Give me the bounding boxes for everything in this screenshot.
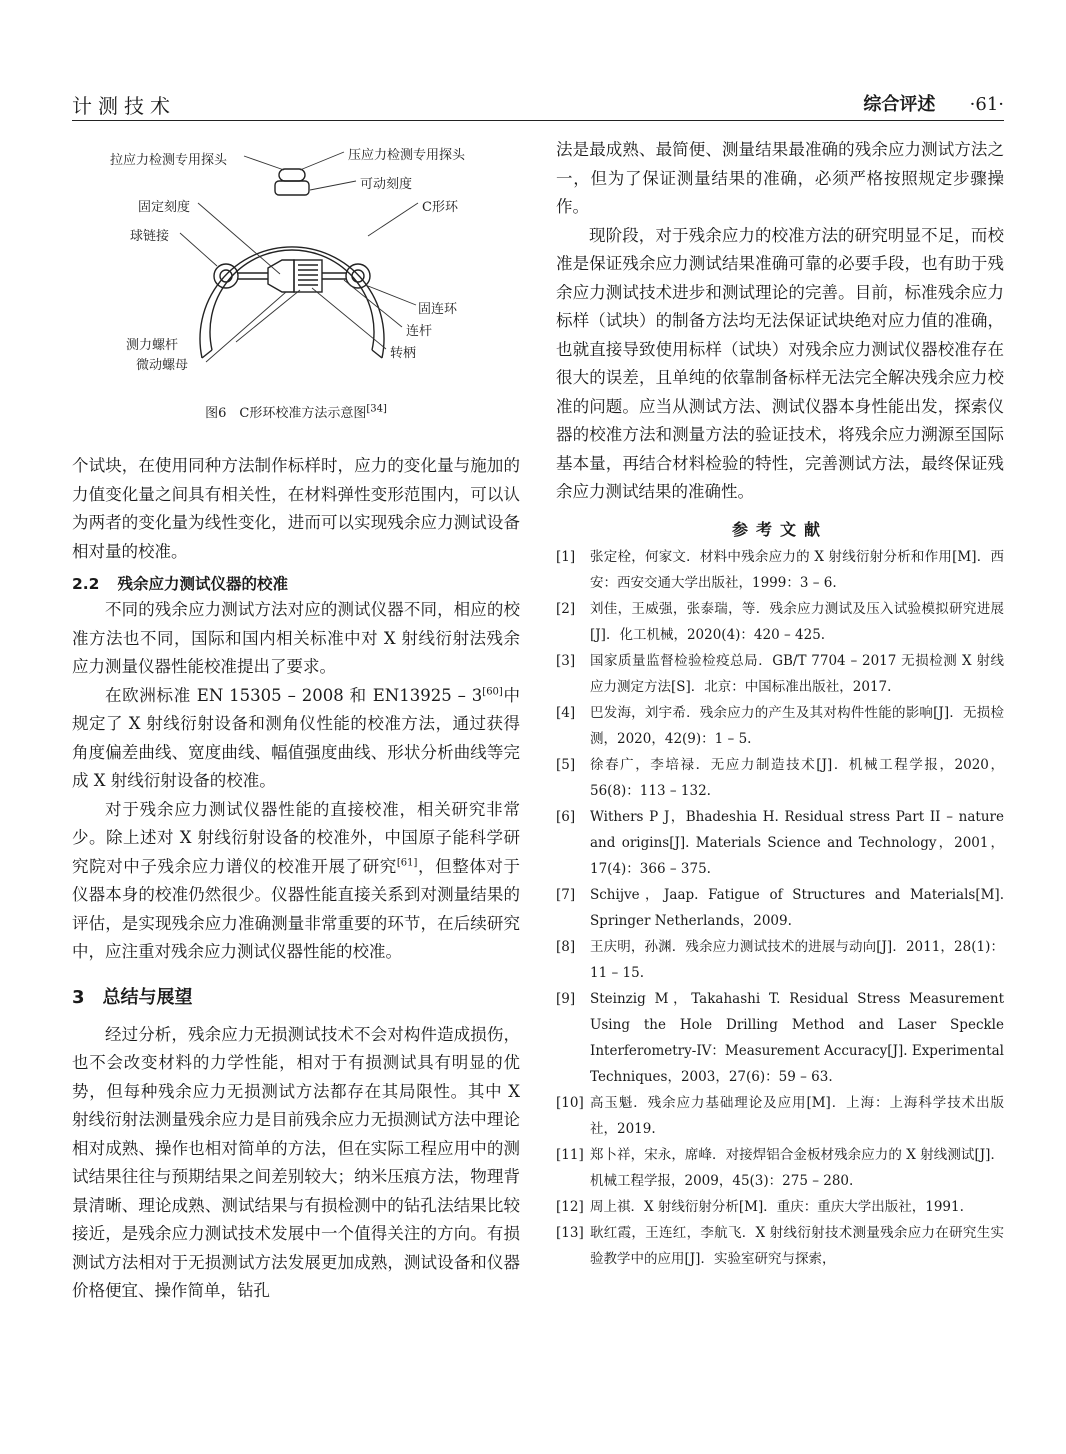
header-rule <box>72 120 1004 121</box>
label-force-screw: 测力螺杆 <box>126 338 179 353</box>
paragraph: 对于残余应力测试仪器性能的直接校准，相关研究非常少。除上述对 X 射线衍射设备的校准外，中国原子能科学研究院对中子残余应力谱仪的校准开展了研究[61]，但整体对于仪器本身的校准仍然很少。仪器性能直接关系到对测量结果的评估，是实现残余应力准确测量非常重要的环节，在后续研究中，应注重对残余应力测试仪器性能的校准。 <box>72 799 521 961</box>
journal-name: 计测技术 <box>72 94 176 118</box>
left-column <box>72 136 520 1306</box>
c-ring-inner <box>210 250 374 350</box>
label-micro-nut: 微动螺母 <box>136 358 189 373</box>
reference-list <box>556 544 1004 1272</box>
reference-item <box>556 648 1004 700</box>
reference-number: [1] <box>556 548 576 565</box>
reference-text: 刘佳，王威强，张泰瑞，等．残余应力测试及压入试验模拟研究进展[J]．化工机械，2020(4)：420 – 425. <box>590 600 1004 643</box>
reference-item <box>556 1090 1004 1142</box>
reference-item <box>556 804 1004 882</box>
reference-item <box>556 1194 1004 1220</box>
citation: [60] <box>482 686 503 697</box>
paragraph: 现阶段，对于残余应力的校准方法的研究明显不足，而校准是保证残余应力测试结果准确可靠的必要手段，也有助于残余应力测试技术进步和测试理论的完善。目前，标准残余应力标样（试块）的制备方法均无法保证试块绝对应力值的准确，也就直接导致使用标样（试块）对残余应力测试仪器校准存在很大的误差，且单纯的依靠制备标样无法完全解决残余应力校准的问题。应当从测试方法、测试仪器本身性能出发，探索仪器的校准方法和测量方法的验证技术，将残余应力溯源至国际基本量，再结合材料检验的特性，完善测试方法，最终保证残余应力测试结果的准确性。 <box>556 225 1004 501</box>
reference-number: [7] <box>556 886 576 903</box>
label-fixed-scale: 固定刻度 <box>138 200 191 215</box>
section-info <box>863 90 1004 116</box>
reference-number: [2] <box>556 600 576 617</box>
reference-text: 周上祺．X 射线衍射分析[M]．重庆：重庆大学出版社，1991. <box>590 1198 964 1215</box>
reference-text: 张定栓，何家文．材料中残余应力的 X 射线衍射分析和作用[M]．西安：西安交通大学出版社，1999：3 – 6. <box>590 548 1004 591</box>
reference-number: [9] <box>556 990 576 1007</box>
paragraph: 在欧洲标准 EN 15305 – 2008 和 EN13925 – 3[60]中规定了 X 射线衍射设备和测角仪性能的校准方法，通过获得角度偏差曲线、宽度曲线、幅值强度曲线、形状分析曲线等完成 X 射线衍射设备的校准。 <box>72 685 520 790</box>
reference-number: [12] <box>556 1198 584 1215</box>
reference-text: 耿红霞，王连红，李航飞．X 射线衍射技术测量残余应力在研究生实验教学中的应用[J]．实验室研究与探索， <box>590 1224 1004 1267</box>
probe-bottom-block <box>275 181 309 195</box>
reference-item <box>556 700 1004 752</box>
paragraph: 不同的残余应力测试方法对应的测试仪器不同，相应的校准方法也不同，国际和国内相关标准中对 X 射线衍射法残余应力测量仪器性能校准提出了要求。 <box>72 600 520 676</box>
reference-item <box>556 934 1004 986</box>
label-c-ring: C形环 <box>422 200 458 215</box>
reference-number: [5] <box>556 756 576 773</box>
reference-text: 国家质量监督检验检疫总局．GB/T 7704 – 2017 无损检测 X 射线应力测定方法[S]．北京：中国标准出版社，2017. <box>590 652 1004 695</box>
reference-number: [4] <box>556 704 576 721</box>
reference-number: [8] <box>556 938 576 955</box>
reference-text: 徐春广，李培禄．无应力制造技术[J]．机械工程学报，2020，56(8)：113 – 132. <box>590 756 1004 799</box>
label-fixed-link-ring: 固连环 <box>418 302 458 317</box>
reference-item <box>556 1142 1004 1194</box>
reference-number: [3] <box>556 652 576 669</box>
label-connecting-rod: 连杆 <box>406 324 433 339</box>
reference-number: [13] <box>556 1224 584 1241</box>
reference-text: 高玉魁．残余应力基础理论及应用[M]．上海：上海科学技术出版社，2019. <box>590 1094 1004 1137</box>
reference-text: 郑卜祥，宋永，席峰．对接焊铝合金板材残余应力的 X 射线测试[J]．机械工程学报，2009，45(3)：275 – 280. <box>590 1146 1004 1189</box>
probe-top-block <box>279 169 305 181</box>
section-name: 综合评述 <box>863 94 936 115</box>
reference-item <box>556 986 1004 1090</box>
reference-item <box>556 596 1004 648</box>
caption-citation: [34] <box>366 403 387 415</box>
label-ball-joint: 球链接 <box>130 229 170 244</box>
citation: [61] <box>396 857 418 868</box>
paragraph: 个试块，在使用同种方法制作标样时，应力的变化量与施加的力值变化量之间具有相关性，在材料弹性变形范围内，可以认为两者的变化量为线性变化，进而可以实现残余应力测试设备相对量的校准。 <box>72 456 520 561</box>
reference-item <box>556 544 1004 596</box>
paragraph: 法是最成熟、最简便、测量结果最准确的残余应力测试方法之一，但为了保证测量结果的准确，必须严格按照规定步骤操作。 <box>556 140 1004 216</box>
reference-item <box>556 1220 1004 1272</box>
paragraph: 经过分析，残余应力无损测试技术不会对构件造成损伤，也不会改变材料的力学性能，相对于有损测试具有明显的优势，但每种残余应力无损测试方法都存在其局限性。其中 X 射线衍射法测量残余应力是目前残余应力无损测试方法中理论相对成熟、操作也相对简单的方法，但在实际工程应用中的测试结果往往与预期结果之间差别较大；纳米压痕方法，物理背景清晰、理论成熟、测试结果与有损检测中的钻孔法结果比较接近，是残余应力测试技术发展中一个值得关注的方向。有损测试方法相对于无损测试方法发展更加成熟，测试设备和仪器价格便宜、操作简单，钻孔 <box>72 1024 520 1300</box>
c-ring-diagram <box>72 136 520 436</box>
section-heading-2-2: 2.2 残余应力测试仪器的校准 <box>72 575 288 593</box>
reference-number: [6] <box>556 808 576 825</box>
reference-text: Steinzig M，Takahashi T. Residual Stress Measurement Using the Hole Drilling Method and Laser Speckle Interferometry-IV：Measurement Accuracy[J]. Experimental Techniques，2003，27(6)：59 – 63. <box>590 990 1004 1085</box>
page-header <box>72 90 1004 122</box>
figure-c-ring <box>72 136 520 436</box>
caption-text: 图6 C形环校准方法示意图 <box>205 406 367 421</box>
label-compression-probe: 压应力检测专用探头 <box>348 148 466 163</box>
label-handle: 转柄 <box>390 346 417 361</box>
reference-text: 王庆明，孙渊．残余应力测试技术的进展与动向[J]．2011，28(1)：11 – 15. <box>590 938 1004 981</box>
reference-number: [11] <box>556 1146 584 1163</box>
reference-text: Schijve，Jaap. Fatigue of Structures and Materials[M]. Springer Netherlands，2009. <box>590 886 1004 929</box>
right-column <box>556 136 1004 1272</box>
reference-number: [10] <box>556 1094 584 1111</box>
reference-item <box>556 882 1004 934</box>
references-title: 参考文献 <box>731 519 828 539</box>
page-number: ·61· <box>969 94 1004 115</box>
section-heading-3: 3 总结与展望 <box>72 986 193 1008</box>
reference-text: Withers P J，Bhadeshia H. Residual stress Part II – nature and origins[J]. Materials Science and Technology，2001，17(4)：366 – 375. <box>590 808 1004 877</box>
reference-item <box>556 752 1004 804</box>
label-movable-scale: 可动刻度 <box>360 177 413 192</box>
reference-text: 巴发海，刘宇希．残余应力的产生及其对构件性能的影响[J]．无损检测，2020，42(9)：1 – 5. <box>590 704 1004 747</box>
label-tension-probe: 拉应力检测专用探头 <box>110 153 228 168</box>
screw-body <box>268 260 294 292</box>
